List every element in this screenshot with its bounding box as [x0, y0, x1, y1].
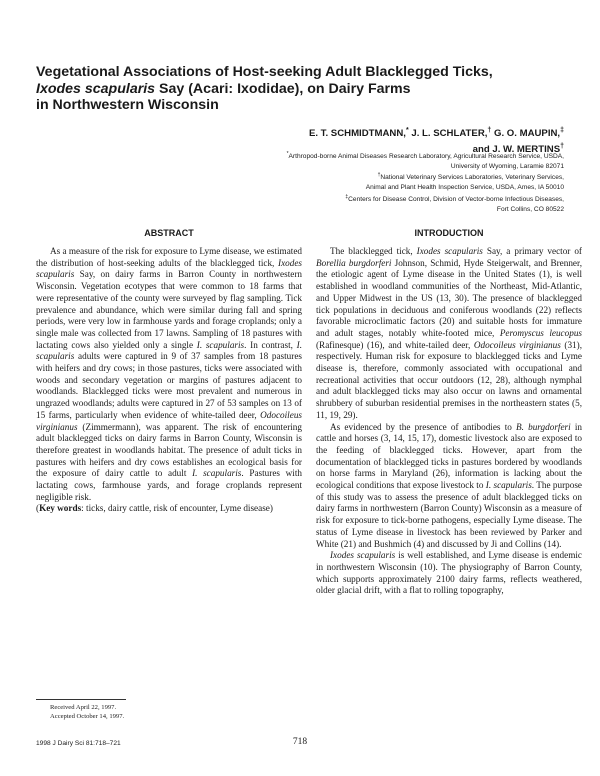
- journal-citation: 1998 J Dairy Sci 81:718–721: [36, 740, 121, 747]
- intro-paragraph-3: Ixodes scapularis is well established, and Lyme disease is endemic in northwestern Wisconsin (10). The physiography of Barron County, which supports approximately 2100 dairy farms, reflects weathered, older glacial drift, with a flat to rolling topography,: [316, 550, 582, 596]
- author-2: J. L. SCHLATER,: [408, 128, 488, 140]
- affil-line-4: Animal and Plant Health Inspection Service, USDA, Ames, IA 50010: [365, 184, 564, 192]
- abstract-text: [36, 246, 302, 515]
- affil-line-3: National Veterinary Services Laboratories, Veterinary Services,: [380, 174, 564, 182]
- received-footnote: [36, 703, 250, 721]
- author-4: and J. W. MERTINS: [472, 144, 561, 156]
- author-2-mark: †: [487, 127, 492, 134]
- intro-paragraph-2: As evidenced by the presence of antibodies to B. burgdorferi in cattle and horses (3, 14, 15, 17), domestic livestock also are exposed to the feeding of blacklegged ticks. However, apart from the documentation of blacklegged ticks in pastures bordered by woodlands on horse farms in Maryland (26), information is lacking about the ecological conditions that expose livestock to I. scapularis. The purpose of this study was to assess the presence of adult blacklegged ticks on dairy farms in northwestern (Barron County) Wisconsin as a measure of risk for exposure to tick-borne pathogens, especially Lyme disease. The status of Lyme disease in livestock has been reviewed by Parker and White (21) and Bushmich (4) and discussed by Ji and Collins (14).: [316, 421, 583, 549]
- affiliations: [144, 150, 564, 214]
- affil-1-mark: *: [286, 151, 289, 157]
- received-date: Received April 22, 1997.: [50, 704, 117, 711]
- abstract-heading: ABSTRACT: [144, 228, 194, 238]
- title-line-2: Say (Acari: Ixodidae), on Dairy Farms: [155, 80, 411, 97]
- abstract-paragraph: As a measure of the risk for exposure to Lyme disease, we estimated the distribution of host-seeking adults of the blacklegged tick, Ixodes scapularis Say, on dairy farms in Barron County in northwestern Wisconsin. Vegetation ecotypes that were common to 18 farms that were representative of the county were surveyed by flag sampling. Tick prevalence and abundance, which were similar during fall and spring periods, were very low in farmhouse yards and forage croplands; only a single male was collected from 17 lawns. Sampling of 18 pastures with lactating cows also yielded only a single I. scapularis. In contrast, I. scapularis adults were captured in 9 of 37 samples from 18 pastures with heifers and dry cows; in those pastures, ticks were associated with woods and secondary vegetation or margins of pastures adjacent to woodlands. Blacklegged ticks were most prevalent and numerous in ungrazed woodlands; adults were captured in 27 of 53 samples on 13 of 15 farms, particularly when evidence of white-tailed deer, Odocoileus virginianus (Zimmermann), was apparent. The risk of encountering adult blacklegged ticks on dairy farms in Barron County, Wisconsin is therefore greatest in woodlands habitat. The presence of adult ticks in pastures with heifers and dry cows establishes an ecological basis for the exposure of dairy cattle to adult I. scapularis. Pastures with lactating cows, farmhouse yards, and forage croplands represent negligible risk.: [36, 246, 302, 502]
- affil-5-mark: ‡: [345, 193, 349, 200]
- article-title: [36, 64, 576, 114]
- affil-line-1: Arthropod-borne Animal Diseases Research Laboratory, Agricultural Research Service, USDA,: [288, 153, 564, 161]
- author-4-mark: †: [560, 143, 564, 151]
- affil-3-mark: †: [377, 172, 381, 179]
- author-3: G. O. MAUPIN,: [491, 128, 561, 140]
- introduction-heading: INTRODUCTION: [414, 228, 484, 238]
- accepted-date: Accepted October 14, 1997.: [50, 713, 125, 720]
- footnote-rule: [36, 699, 126, 700]
- key-words-label: Key words: [39, 503, 82, 514]
- affil-line-5: Centers for Disease Control, Division of Vector-borne Infectious Diseases,: [348, 195, 564, 203]
- title-species: Ixodes scapularis: [36, 80, 156, 97]
- key-words: (Key words: ticks, dairy cattle, risk of encounter, Lyme disease): [36, 503, 273, 514]
- author-1: E. T. SCHMIDTMANN,: [308, 128, 406, 140]
- affil-line-6: Fort Collins, CO 80522: [496, 205, 564, 213]
- title-line-1: Vegetational Associations of Host-seeking Adult Blacklegged Ticks,: [36, 64, 493, 80]
- title-line-3: in Northwestern Wisconsin: [36, 97, 219, 113]
- introduction-text: [316, 246, 582, 597]
- affil-line-2: University of Wyoming, Laramie 82071: [450, 162, 564, 170]
- intro-paragraph-1: The blacklegged tick, Ixodes scapularis Say, a primary vector of Borellia burgdorferi Johnson, Schmid, Hyde Steigerwalt, and Brenner, the etiologic agent of Lyme disease in the United States (1), is well established in woodland communities of the Northeast, Mid-Atlantic, and Upper Midwest in the US (13, 30). The presence of blacklegged tick populations in deciduous and coniferous woodlands (22) reflects favorable microclimatic factors (20) and suitable hosts for immature and adult stages, notably white-footed mice, Peromyscus leucopus (Rafinesque) (16), and white-tailed deer, Odocoileus virginianus (31), respectively. Human risk for exposure to blacklegged ticks and Lyme disease is, therefore, commonly associated with occupational and recreational activities that occur outdoors (12, 28), although nymphal and adult blacklegged ticks may also occur on lawns and ornamental shrubbery of suburban residential premises in the northeastern states (5, 11, 19, 29).: [316, 246, 582, 420]
- author-1-mark: *: [405, 127, 409, 134]
- author-3-mark: ‡: [560, 127, 564, 134]
- page-number: 718: [292, 737, 308, 747]
